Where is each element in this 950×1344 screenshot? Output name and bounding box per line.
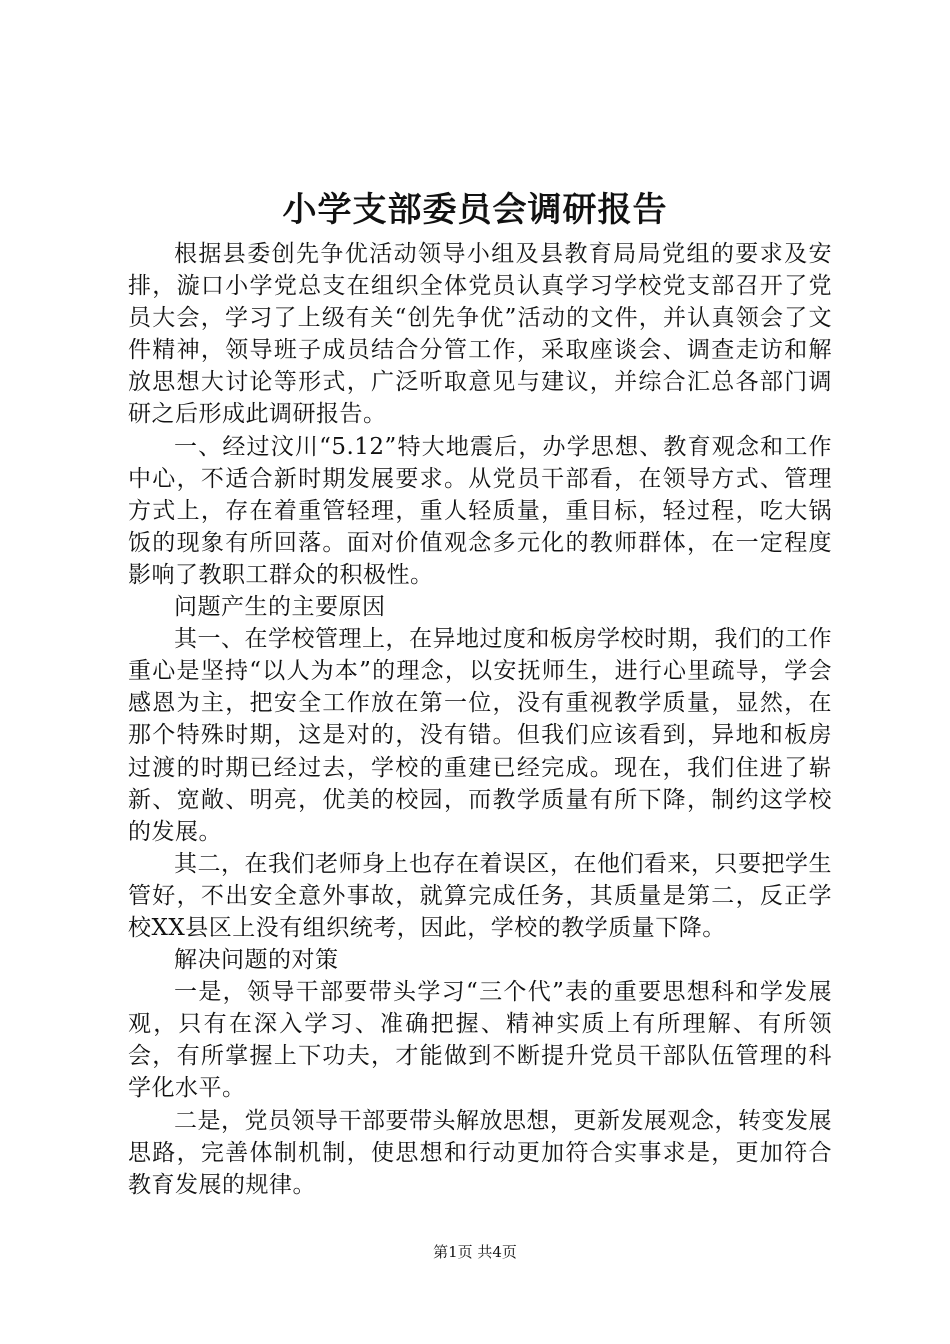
section-heading-causes: 问题产生的主要原因 [174,594,386,621]
section-heading-solutions: 解决问题的对策 [174,947,339,974]
document-title: 小学支部委员会调研报告 [282,190,668,230]
paragraph-issue-one: 一、经过汶川“5.12”特大地震后，办学思想、教育观念和工作中心，不适合新时期发展要求。从党员干部看，在领导方式、管理方式上，存在着重管轻理，重人轻质量，重目标，轻过程，吃大锅饭的现象有所回落。面对价值观念多元化的教师群体，在一定程度影响了教职工群众的积极性。 [128,433,832,588]
paragraph-solution-one: 一是，领导干部要带头学习“三个代”表的重要思想科和学发展观，只有在深入学习、准确把握、精神实质上有所理解、有所领会，有所掌握上下功夫，才能做到不断提升党员干部队伍管理的科学化水平。 [128,979,832,1102]
paragraph-cause-two: 其二，在我们老师身上也存在着误区，在他们看来，只要把学生管好，不出安全意外事故，就算完成任务，其质量是第二，反正学校XX县区上没有组织统考，因此，学校的教学质量下降。 [128,850,832,941]
page-number-footer: 第1页 共4页 [433,1243,517,1261]
paragraph-intro: 根据县委创先争优活动领导小组及县教育局局党组的要求及安排，漩口小学党总支在组织全体党员认真学习学校党支部召开了党员大会，学习了上级有关“创先争优”活动的文件，并认真领会了文件精神，领导班子成员结合分管工作，采取座谈会、调查走访和解放思想大讨论等形式，广泛听取意见与建议，并综合汇总各部门调研之后形成此调研报告。 [128,241,832,428]
paragraph-solution-two: 二是，党员领导干部要带头解放思想，更新发展观念，转变发展思路，完善体制机制，使思想和行动更加符合实事求是，更加符合教育发展的规律。 [128,1107,832,1198]
document-body [128,238,832,1201]
paragraph-cause-one: 其一、在学校管理上，在异地过度和板房学校时期，我们的工作重心是坚持“以人为本”的理念，以安抚师生，进行心里疏导，学会感恩为主，把安全工作放在第一位，没有重视教学质量，显然，在那个特殊时期，这是对的，没有错。但我们应该看到，异地和板房过渡的时期已经过去，学校的重建已经完成。现在，我们住进了崭新、宽敞、明亮，优美的校园，而教学质量有所下降，制约这学校的发展。 [128,626,832,845]
